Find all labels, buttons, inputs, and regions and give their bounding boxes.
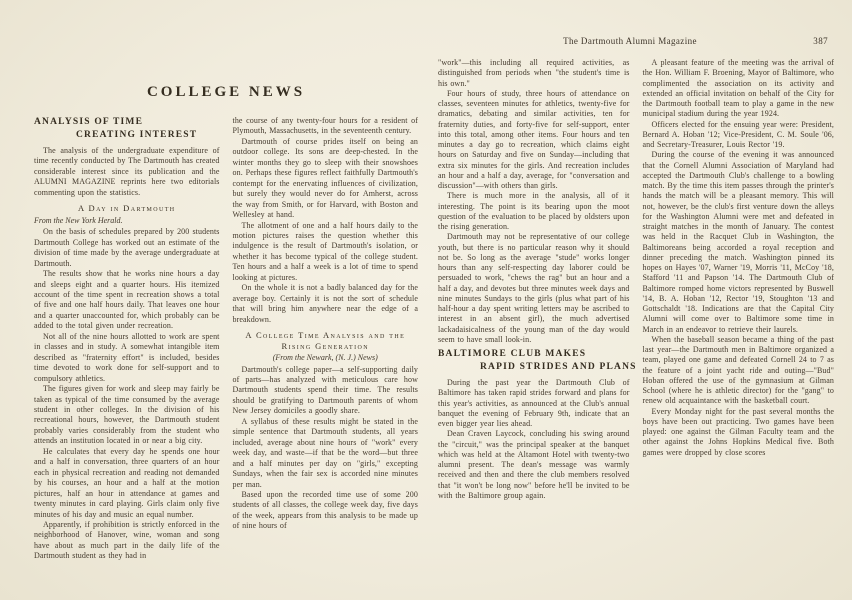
paragraph: On the whole it is not a badly balanced day for the average boy. Certainly it is not the sort of schedule that will bring him anywhere near the edge of a breakdown.: [232, 283, 418, 324]
paragraph: "work"—this including all required activities, as distinguished from periods when "the student's time is his own.": [438, 58, 630, 88]
section-title: COLLEGE NEWS: [146, 84, 306, 100]
page-number: 387: [813, 36, 828, 46]
right-page-column-1: [438, 58, 637, 501]
paragraph: There is much more in the analysis, all of it interesting. The point is its bearing upon the moot question of the evaluation to be placed by oldsters upon the rising generation.: [438, 191, 630, 231]
right-page: [426, 0, 852, 600]
subheading: A Day in Dartmouth: [77, 203, 176, 214]
paragraph: Dean Craven Laycock, concluding his swing around the "circuit," was the principal speaker at the banquet which was held at the Altamont Hotel with twenty-two alumni present. The dean's message was warmly received and then and there the club members resolved that "it won't be long now" before he'll be invited to be with the Baltimore group again.: [438, 429, 630, 500]
paragraph: When the baseball season became a thing of the past last year—the Dartmouth men in Baltimore organized a team, played one game and defeated Cornell 24 to 7 as the feature of a joint yacht ride and outing—"Bud" Hoban offered the use of the gymnasium at Gilman School (where he is athletic director) for the "gang" to renew old acquaintance with the basketball court.: [642, 334, 834, 406]
paragraph: Every Monday night for the past several months the boys have been out practicing. Two games have been played: one against the Gilman Faculty team and the other against the Johns Hopkins Medical five. Both games were dropped by close scores: [642, 406, 834, 457]
article-headline-line1: ANALYSIS OF TIME: [34, 117, 144, 127]
subheading: A College Time Analysis and the Rising Generation: [245, 330, 406, 351]
paragraph: The allotment of one and a half hours daily to the motion pictures raises the question whether this indulgence is the result of Dartmouth's isolation, or whether it has become typical of the college student. Ten hours and a half a week is a lot of time to spend looking at pictures.: [232, 220, 418, 282]
article-headline: [34, 116, 220, 141]
magazine-title: The Dartmouth Alumni Magazine: [563, 36, 697, 46]
paragraph: He calculates that every day he spends one hour and a half in conversation, three quarters of an hour each in physical recreation and reading not demanded by his courses, an hour and a half at the motion pictures, half an hour in attendance at games and twenty minutes in card playing. Girls claim only five minutes of his day and music an equal number.: [34, 446, 220, 519]
left-page-column-1: [34, 116, 220, 562]
paragraph: Apparently, if prohibition is strictly enforced in the neighborhood of Hanover, wine, woman and song have about as much part in the daily life of the Dartmouth student as they had in: [34, 519, 220, 561]
paragraph: Officers elected for the ensuing year were: President, Bernard A. Hoban '12; Vice-President, C. M. Soule '06, and Secretary-Treasurer, Louis Rector '19.: [642, 119, 834, 149]
paragraph: Dartmouth of course prides itself on being an outdoor college. Its sons are deep-chested. In the winter months they go to sleep with their snowshoes on. Perhaps these figures reflect faithfully Dartmouth's contempt for the enervating influences of civilization, but surely they would never do for Amherst, across the way from Smith, or for Harvard, with Boston and Wellesley at hand.: [232, 136, 418, 220]
paragraph: The figures given for work and sleep may fairly be taken as typical of the time consumed by the average student in other colleges. In the division of his recreational hours, however, the Dartmouth student probably varies considerably from the student who attends an institution located in or near a big city.: [34, 384, 220, 446]
paragraph: Based upon the recorded time use of some 200 students of all classes, the college week day, five days of the week, appears from this analysis to be made up of nine hours of: [232, 490, 418, 531]
article-headline-line1: BALTIMORE CLUB MAKES: [438, 349, 587, 359]
article-headline: [438, 348, 637, 373]
byline: (From the Newark, (N. J.) News): [272, 353, 378, 363]
paragraph: Dartmouth's college paper—a self-supporting daily of parts—has analyzed with meticulous care how Dartmouth students spend their time. The results should be gratifying to Dartmouth parents of whom New Jersey domiciles a goodly share.: [232, 364, 418, 416]
paragraph: During the course of the evening it was announced that the Cornell Alumni Association of Maryland had accepted the Dartmouth Club's challenge to a bowling match. By the time this item passes through the printer's hands the match will be a pleasant memory. This will not, however, be the club's first venture down the alleys for the Washington Alumni were met and defeated in straight matches in the month of January. The contest was held in the Racquet Club in Washington, the Baltimoreans being accorded a royal reception and dinner preceding the match. Washington pinned its hopes on Hayes '07, Warner '19, Morris '11, McCoy '18, Stafford '11 and Papson '14. The Dartmouth Club of Baltimore romped home victors represented by Buswell '14, B. A. Hoban '12, Rector '19, Stoughton '13 and Gottschaldt '18. Indications are that the Capital City Alumni will come over to Baltimore some time in March in an endeavor to retrieve their laurels.: [642, 150, 834, 334]
paragraph: On the basis of schedules prepared by 200 students Dartmouth College has worked out an estimate of the division of time made by the average undergraduate at Dartmouth.: [34, 227, 220, 268]
right-page-column-2: [643, 58, 835, 501]
right-page-columns: [438, 58, 834, 501]
left-page-column-2: [233, 116, 419, 562]
article-headline-line2: CREATING INTEREST: [76, 129, 198, 140]
running-head: [438, 36, 828, 46]
paragraph: A syllabus of these results might be stated in the simple sentence that Dartmouth students, all years included, average about nine hours of "work" every week day, and waste—if that be the word—but three and a half minutes per day on "girls," excepting Sundays, when the fair sex is accorded nine minutes per man.: [232, 416, 418, 489]
paragraph: The results show that he works nine hours a day and sleeps eight and a quarter hours. His itemized account of the time spent in recreation shows a total of five and one half hours daily. That leaves one hour and a quarter unaccounted for, which probably can be added to the total given under recreation.: [34, 269, 220, 331]
article-headline-line2: RAPID STRIDES AND PLANS: [480, 361, 637, 372]
left-page-columns: [34, 116, 418, 562]
byline: From the New York Herald.: [34, 215, 123, 225]
paragraph: Four hours of study, three hours of attendance on classes, seventeen minutes for athletics, twenty-five for dramatics, debating and similar activities, ten for fraternity duties, and forty-five for self-support, enter into this total, among other items. Four hours and ten minutes a day go to recreation, which claims eight hours on Saturday and five on Sunday—including that extra six minutes for the girls. And recreation includes an hour and a half a day, average, for "conversation and discussion"—with others than girls.: [438, 88, 630, 190]
paragraph: Dartmouth may not be representative of our college youth, but there is no particular reason why it should not be. So long as the average "stude" works longer hours than any self-respecting day laborer could be persuaded to work, "chews the rag" but an hour and a half a day, and devotes but three minutes week days and nine minutes Sundays to the girls (plus what part of his half-hour a day spent writing letters may be ascribed to interest in an absent girl), the much advertised lackadaisicalness of the young man of the day would seem to have small look-in.: [438, 232, 630, 344]
paragraph: The analysis of the undergraduate expenditure of time recently conducted by The Dartmouth has created considerable interest since its publication and the ALUMNI MAGAZINE reprints here two editorials commenting upon the statistics.: [34, 146, 220, 197]
paragraph: Not all of the nine hours allotted to work are spent in classes and in study. A somewhat intangible item described as "fraternity effort" is included, besides time devoted to work done for self-support and to compulsory athletics.: [34, 331, 220, 383]
paragraph: During the past year the Dartmouth Club of Baltimore has taken rapid strides forward and plans for this year's activities, as announced at the Club's annual banquet the evening of February 9th, indicate that an even bigger year lies ahead.: [438, 378, 630, 428]
paragraph: the course of any twenty-four hours for a resident of Plymouth, Massachusetts, in the seventeenth century.: [232, 116, 418, 136]
paragraph: A pleasant feature of the meeting was the arrival of the Hon. William F. Broening, Mayor of Baltimore, who complimented the association on its activity and extended an official invitation on behalf of the City for the Dartmouth football team to play a game in the new municipal stadium during the year 1924.: [642, 58, 834, 119]
